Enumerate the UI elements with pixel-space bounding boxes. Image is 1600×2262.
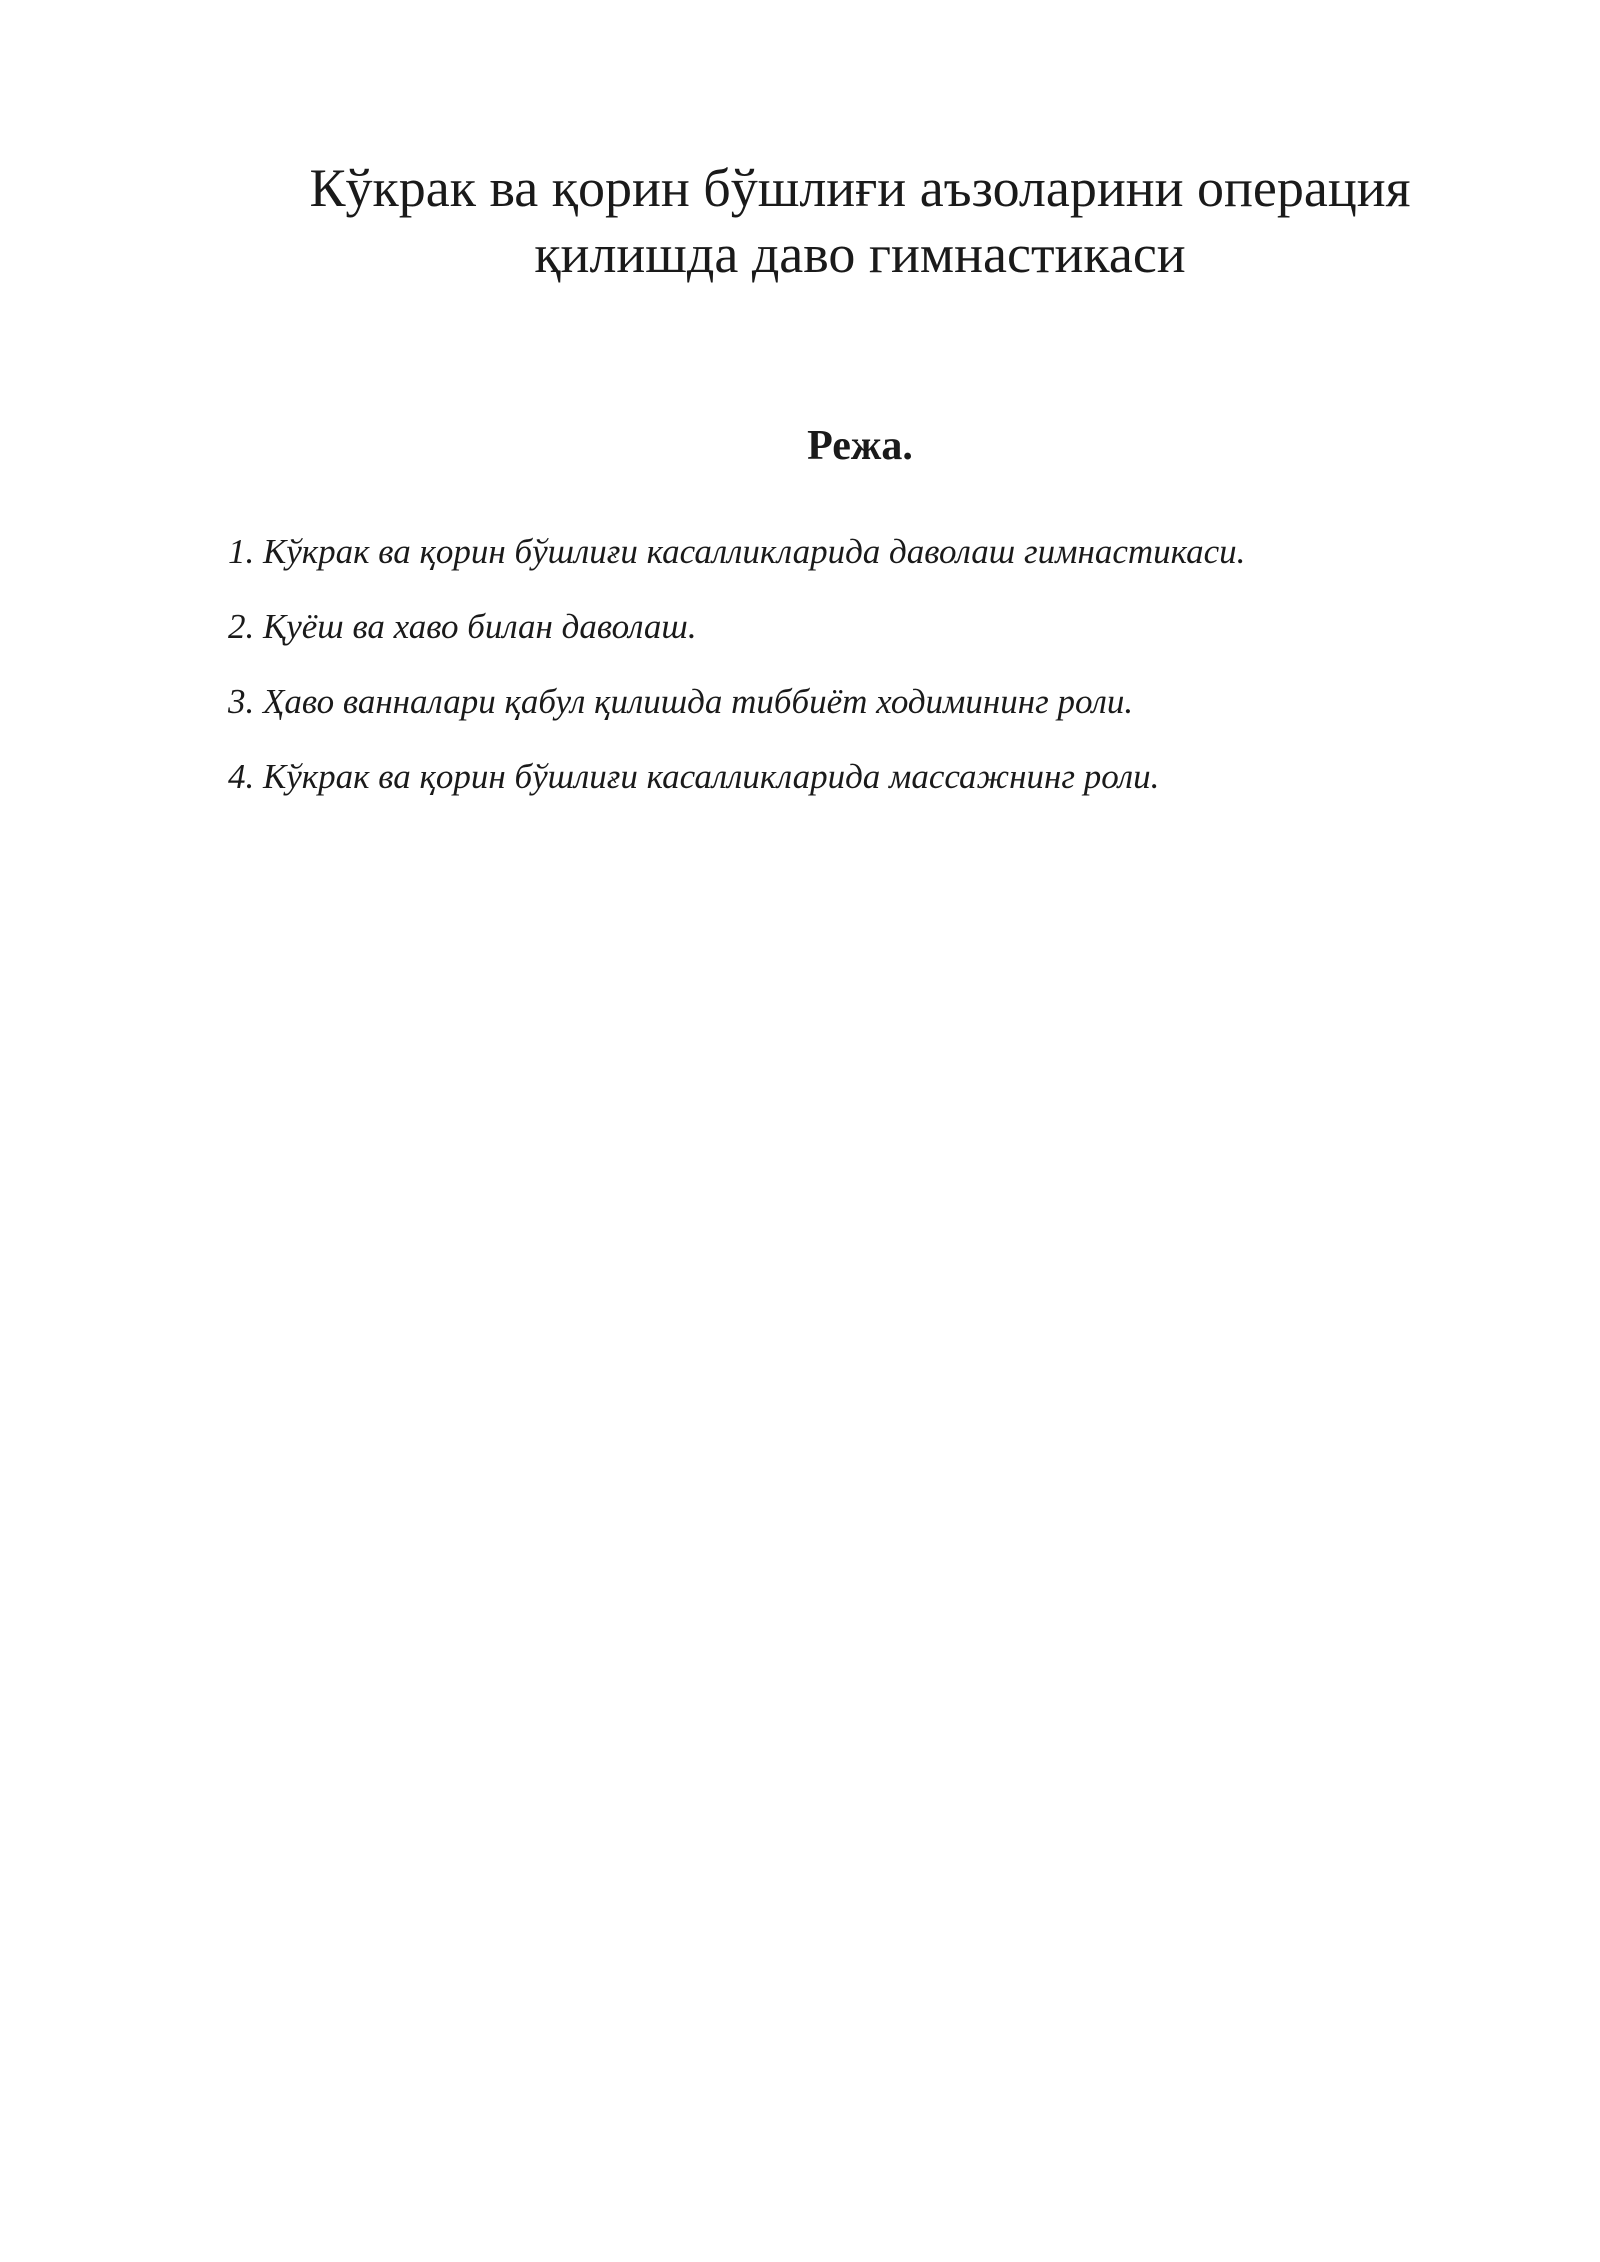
document-title-line-1: Кўкрак ва қорин бўшлиғи аъзоларини операция xyxy=(309,158,1411,218)
plan-item-3: 3. Ҳаво ванналари қабул қилишда тиббиёт ходимининг роли. xyxy=(228,682,1134,721)
document-title-line-2: қилишда даво гимнастикаси xyxy=(534,224,1186,284)
plan-item-2: 2. Қуёш ва хаво билан даволаш. xyxy=(228,607,697,646)
plan-list xyxy=(228,530,1548,830)
plan-item-4: 4. Кўкрак ва қорин бўшлиғи касалликларида массажнинг роли. xyxy=(228,757,1160,796)
plan-heading: Режа. xyxy=(807,423,913,469)
document-title xyxy=(200,155,1520,287)
plan-item-1: 1. Кўкрак ва қорин бўшлиғи касалликларида даволаш гимнастикаси. xyxy=(228,532,1246,571)
